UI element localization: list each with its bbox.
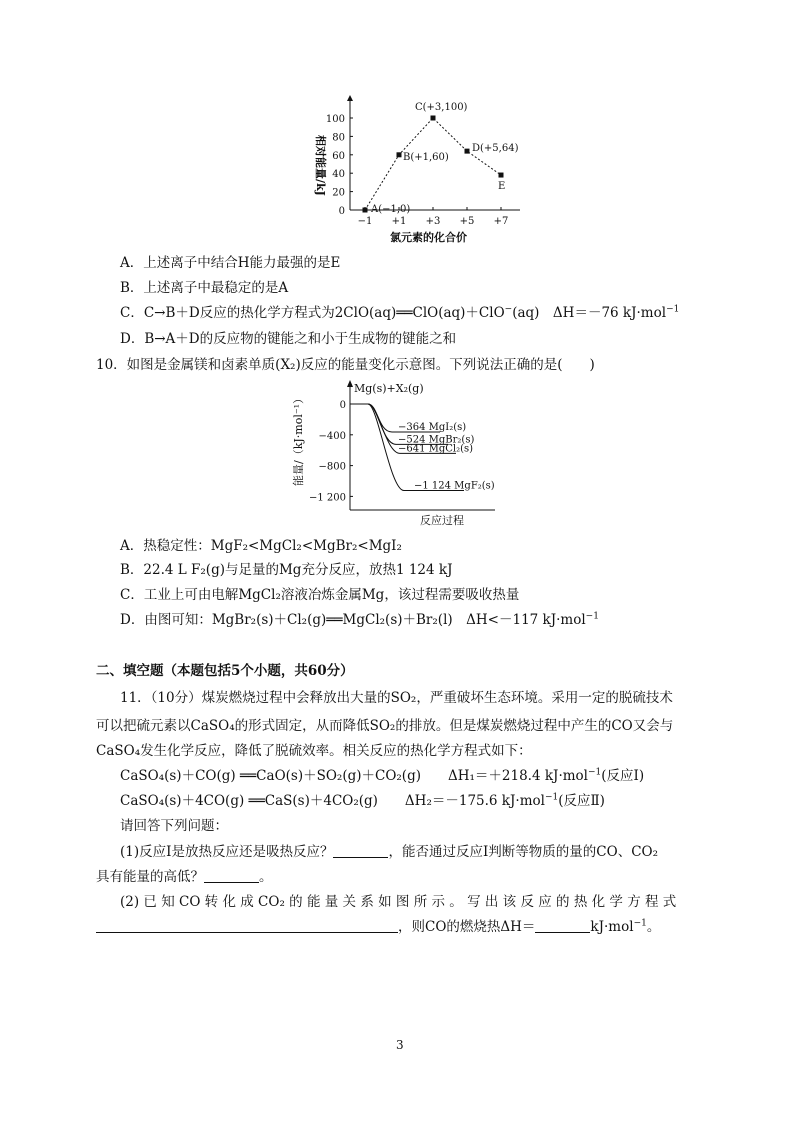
s1d: 。 — [259, 869, 273, 885]
s2d: 。 — [646, 919, 661, 935]
chart1-series-line — [365, 118, 501, 210]
q9-option-c-text: C．C→B＋D反应的热化学方程式为2ClO(aq)══ClO(aq)＋ClO — [120, 305, 505, 321]
chart1-point-label: A(−1,0) — [371, 204, 411, 215]
chart1-ytick-label: 80 — [332, 132, 345, 144]
eq1: CaSO₄(s)＋CO(g) ══CaO(s)＋SO₂(g)＋CO₂(g) ΔH₁＝＋218.4 kJ·mol — [120, 768, 588, 784]
sup: − — [504, 304, 513, 315]
chart1-xlabel: 氯元素的化合价 — [390, 231, 467, 244]
eq2-tag: (反应Ⅱ) — [558, 793, 605, 809]
q10-option-d — [120, 611, 599, 629]
chart1-point — [431, 116, 436, 121]
sup: −1 — [585, 611, 599, 622]
chart2-curve-label: −1 124 MgF₂(s) — [414, 480, 495, 492]
q11-para-1: 11．（10分）煤炭燃烧过程中会释放出大量的SO₂，严重破坏生态环境。采用一定的脱硫技术 — [120, 690, 673, 706]
chart1-point — [499, 173, 504, 178]
q9-option-a: A．上述离子中结合H能力最强的是E — [120, 255, 341, 271]
q9-option-d: D．B→A＋D的反应物的键能之和小于生成物的键能之和 — [120, 331, 457, 347]
q10-option-a: A．热稳定性：MgF₂<MgCl₂<MgBr₂<MgI₂ — [120, 538, 402, 554]
s1b: ，能否通过反应Ⅰ判断等物质的量的CO、CO₂ — [388, 844, 659, 860]
chart1-ytick-label: 0 — [338, 206, 345, 217]
q11-sub-2-cont — [96, 918, 660, 936]
chart1-point-label: E — [498, 181, 506, 193]
chart1-point — [363, 208, 368, 213]
chart1-ylabel: 相对能量/kJ — [314, 135, 327, 196]
eq2: CaSO₄(s)＋4CO(g) ══CaS(s)＋4CO₂(g) ΔH₂＝－175.6 kJ·mol — [120, 793, 545, 809]
eq1-tag: (反应Ⅰ) — [601, 768, 645, 784]
q10-option-c: C．工业上可由电解MgCl₂溶液冶炼金属Mg，该过程需要吸收热量 — [120, 587, 520, 603]
sup: −1 — [633, 918, 647, 929]
q11-equation-1 — [120, 767, 644, 785]
chart1-xtick-label: −1 — [357, 216, 373, 227]
chart1-xtick-label: +3 — [425, 216, 441, 227]
sup: −1 — [544, 792, 559, 803]
chart1-point — [397, 152, 402, 157]
chart1-xtick-label: +5 — [459, 216, 475, 227]
s1a: (1)反应Ⅰ是放热反应还是吸热反应？ — [120, 844, 334, 860]
chart2-top-label: Mg(s)+X₂(g) — [354, 382, 424, 395]
chart2-ytick-label: −800 — [318, 461, 346, 473]
q11-sub-2: (2) 已 知 CO 转 化 成 CO₂ 的 能 量 关 系 如 图 所 示 。 写 出 该 反 应 的 热 化 学 方 程 式 — [120, 894, 677, 910]
answer-blank-4[interactable] — [535, 918, 590, 933]
chart1-ytick-label: 40 — [332, 169, 345, 181]
energy-chart-1 — [295, 95, 525, 245]
energy-chart-2 — [290, 378, 520, 528]
chart1-ytick-label: 20 — [332, 187, 345, 199]
chart1-xtick-label: +1 — [391, 216, 407, 227]
chart1-point-label: B(+1,60) — [403, 151, 449, 163]
chart2-ytick-label: −400 — [318, 430, 346, 442]
q11-para-3: CaSO₄发生化学反应，降低了脱硫效率。相关反应的热化学方程式如下： — [96, 743, 532, 759]
chart2-curve-label: −641 MgCl₂(s) — [398, 443, 474, 455]
chart1-ytick-label: 100 — [325, 114, 345, 125]
q9-option-b: B．上述离子中最稳定的是A — [120, 280, 289, 296]
q11-ask: 请回答下列问题： — [120, 818, 228, 834]
q10-stem: 10．如图是金属镁和卤素单质(X₂)反应的能量变化示意图。下列说法正确的是( ) — [96, 357, 595, 373]
q11-para-2: 可以把硫元素以CaSO₄的形式固定，从而降低SO₂的排放。但是煤炭燃烧过程中产生的CO又会与 — [96, 718, 674, 734]
q9-option-c — [120, 304, 679, 322]
chart1-point — [465, 149, 470, 154]
q11-equation-2 — [120, 792, 605, 810]
chart2-curve-label: −524 MgBr₂(s) — [398, 434, 475, 446]
q11-sub-1-cont — [96, 868, 273, 886]
sup: −1 — [666, 304, 680, 315]
chart2-ylabel: 能量/（kJ·mol⁻¹） — [292, 392, 305, 486]
s2b: ，则CO的燃烧热ΔH＝ — [398, 919, 536, 935]
answer-blank-3[interactable] — [96, 918, 398, 933]
q10-option-d-text: D．由图可知：MgBr₂(s)＋Cl₂(g)══MgCl₂(s)＋Br₂(l) ΔH<－117 kJ·mol — [120, 612, 586, 628]
answer-blank-2[interactable] — [204, 868, 259, 883]
chart1-point-label: D(+5,64) — [472, 143, 519, 155]
chart2-xlabel: 反应过程 — [420, 514, 464, 527]
s1c: 具有能量的高低？ — [96, 869, 204, 885]
section-title: 二、填空题（本题包括5个小题，共60分） — [96, 663, 354, 679]
chart1-ytick-label: 60 — [332, 150, 345, 162]
page-number: 3 — [396, 1038, 404, 1052]
q10-option-b: B．22.4 L F₂(g)与足量的Mg充分反应，放热1 124 kJ — [120, 562, 453, 578]
s2c: kJ·mol — [590, 919, 634, 935]
q9-option-c-text2: (aq) ΔH＝－76 kJ·mol — [512, 305, 667, 321]
answer-blank-1[interactable] — [333, 843, 388, 858]
chart1-point-label: C(+3,100) — [415, 102, 468, 113]
chart2-ytick-label: 0 — [339, 400, 346, 411]
sup: −1 — [588, 767, 602, 778]
chart2-ytick-label: −1 200 — [308, 492, 346, 504]
chart2-curve-label: −364 MgI₂(s) — [398, 422, 467, 434]
q11-sub-1 — [120, 843, 658, 861]
chart1-xtick-label: +7 — [493, 216, 509, 227]
